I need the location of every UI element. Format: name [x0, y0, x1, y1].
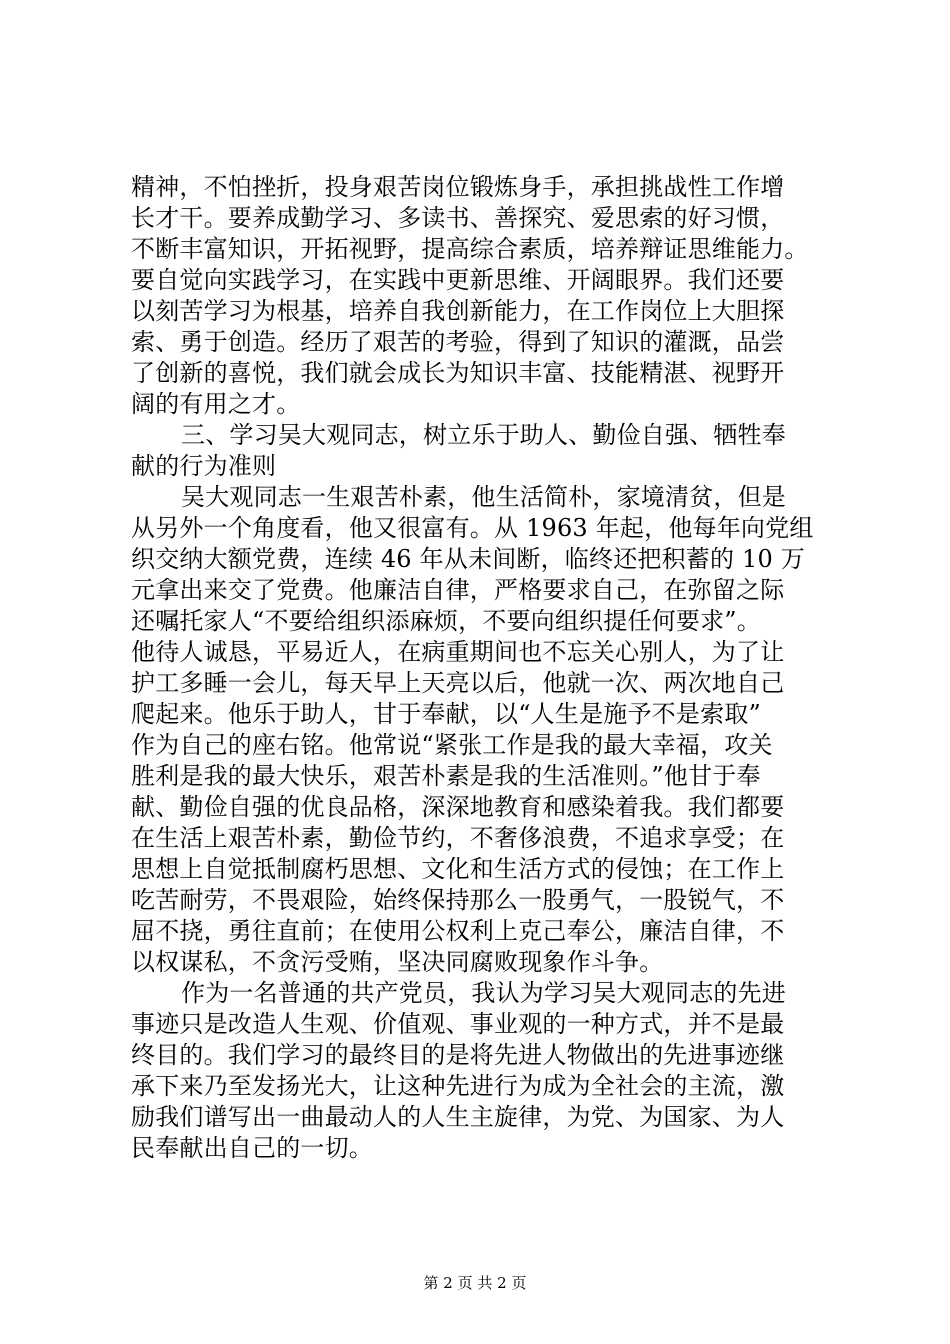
text-line: 不断丰富知识，开拓视野，提高综合素质，培养辩证思维能力。: [131, 235, 809, 263]
text-line: 阔的有用之才。: [131, 390, 301, 418]
text-line: 思想上自觉抵制腐朽思想、文化和生活方式的侵蚀；在工作上: [131, 855, 785, 883]
text-line: 作为自己的座右铭。他常说“紧张工作是我的最大幸福，攻关: [131, 731, 773, 759]
text-line: 作为一名普通的共产党员，我认为学习吴大观同志的先进: [181, 979, 786, 1007]
text-line: 胜利是我的最大快乐，艰苦朴素是我的生活准则。”他甘于奉: [131, 762, 761, 790]
text-line: 事迹只是改造人生观、价值观、事业观的一种方式，并不是最: [131, 1010, 785, 1038]
text-line: 吃苦耐劳，不畏艰险，始终保持那么一股勇气，一股锐气，不: [131, 886, 785, 914]
page-footer: 第 2 页 共 2 页: [423, 1274, 527, 1292]
text-line: 长才干。要养成勤学习、多读书、善探究、爱思索的好习惯，: [131, 204, 785, 232]
text-line: 了创新的喜悦，我们就会成长为知识丰富、技能精湛、视野开: [131, 359, 785, 387]
text-line: 吴大观同志一生艰苦朴素，他生活简朴，家境清贫，但是: [181, 483, 786, 511]
text-line: 三、学习吴大观同志，树立乐于助人、勤俭自强、牺牲奉: [181, 421, 786, 449]
text-line: 护工多睡一会儿，每天早上天亮以后，他就一次、两次地自己: [131, 669, 785, 697]
text-line: 屈不挠，勇往直前；在使用公权利上克己奉公，廉洁自律，不: [131, 917, 785, 945]
text-line: 元拿出来交了党费。他廉洁自律，严格要求自己，在弥留之际: [131, 576, 785, 604]
text-line: 在生活上艰苦朴素，勤俭节约，不奢侈浪费，不追求享受；在: [131, 824, 785, 852]
text-line: 励我们谱写出一曲最动人的人生主旋律，为党、为国家、为人: [131, 1103, 785, 1131]
text-line: 献的行为准则: [131, 452, 277, 480]
text-line: 索、勇于创造。经历了艰苦的考验，得到了知识的灌溉，品尝: [131, 328, 785, 356]
text-line: 精神，不怕挫折，投身艰苦岗位锻炼身手，承担挑战性工作增: [131, 173, 785, 201]
text-line: 织交纳大额党费，连续 46 年从未间断，临终还把积蓄的 10 万: [131, 545, 805, 573]
text-line: 要自觉向实践学习，在实践中更新思维、开阔眼界。我们还要: [131, 266, 785, 294]
text-line: 以刻苦学习为根基，培养自我创新能力，在工作岗位上大胆探: [131, 297, 785, 325]
text-line: 民奉献出自己的一切。: [131, 1134, 373, 1162]
text-line: 献、勤俭自强的优良品格，深深地教育和感染着我。我们都要: [131, 793, 785, 821]
text-line: 从另外一个角度看，他又很富有。从 1963 年起，他每年向党组: [131, 514, 814, 542]
text-line: 以权谋私，不贪污受贿，坚决同腐败现象作斗争。: [131, 948, 664, 976]
text-line: 爬起来。他乐于助人，甘于奉献，以“人生是施予不是索取”: [131, 700, 761, 728]
text-line: 还嘱托家人“不要给组织添麻烦，不要向组织提任何要求”。: [131, 607, 761, 635]
text-line: 承下来乃至发扬光大，让这种先进行为成为全社会的主流，激: [131, 1072, 785, 1100]
text-line: 他待人诚恳，平易近人，在病重期间也不忘关心别人，为了让: [131, 638, 785, 666]
text-line: 终目的。我们学习的最终目的是将先进人物做出的先进事迹继: [131, 1041, 785, 1069]
document-body: [131, 172, 831, 1164]
